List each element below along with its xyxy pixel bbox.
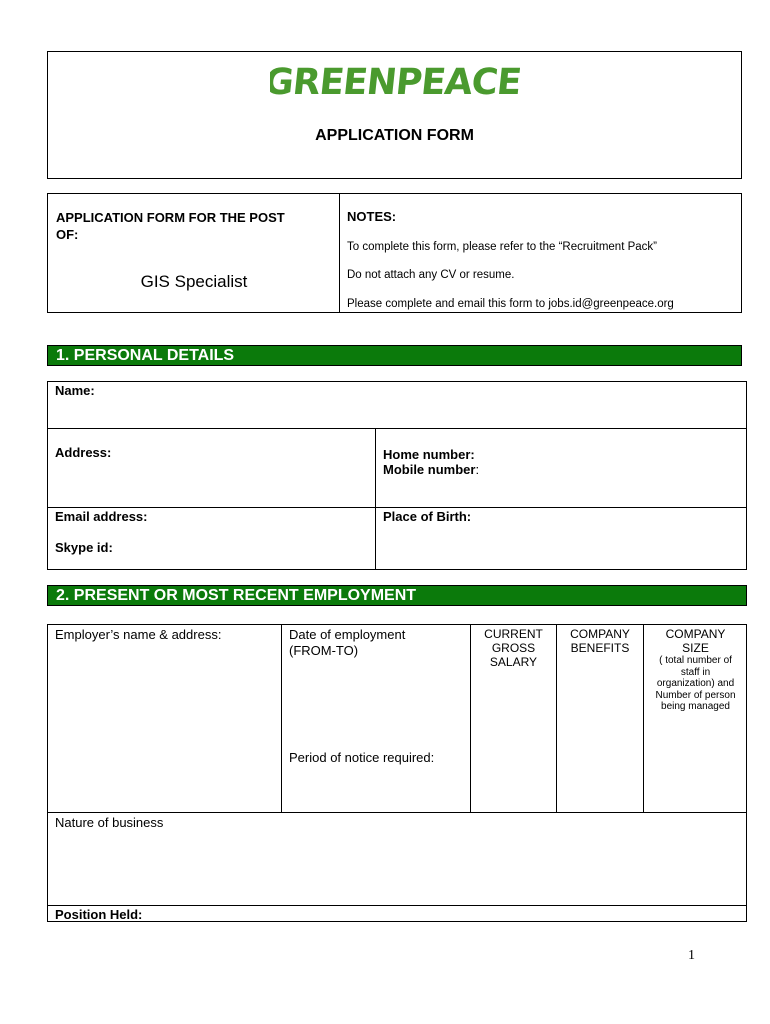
notes-line: To complete this form, please refer to the “Recruitment Pack” [347,241,657,253]
greenpeace-logo [270,58,520,102]
size-label-line: SIZE [682,641,709,655]
employment-table [47,624,747,922]
size-note [644,655,747,713]
mobile-colon: : [475,462,480,477]
salary-label-line: SALARY [489,655,538,669]
benefits-label-line: COMPANY [570,627,630,641]
email-label: Email address: [55,509,148,524]
salary-label-line: GROSS [491,641,536,655]
notes-line: Do not attach any CV or resume. [347,269,515,281]
section-2-header: 2. PRESENT OR MOST RECENT EMPLOYMENT [47,585,747,606]
mobile-number-label: Mobile number [383,462,476,477]
col-divider [281,624,282,813]
post-value: GIS Specialist [140,272,248,291]
row-divider [47,507,747,508]
date-range-label: (FROM-TO) [289,643,359,658]
benefits-header [557,627,643,655]
mobile-number-row [383,462,479,477]
date-label: Date of employment [289,627,406,642]
size-note-line: ( total number of [659,655,732,666]
row-divider [47,812,747,813]
post-label: APPLICATION FORM FOR THE POST OF: [56,210,285,242]
nature-label: Nature of business [55,815,164,830]
salary-label-line: CURRENT [484,627,543,641]
employer-label: Employer’s name & address: [55,627,222,642]
size-note-line: organization) and [656,678,735,689]
size-header [644,627,747,655]
size-label-line: COMPANY [665,627,726,641]
page-number: 1 [688,948,695,963]
notes-heading: NOTES: [347,209,397,224]
form-title: APPLICATION FORM [315,127,474,144]
row-divider [47,428,747,429]
benefits-label-line: BENEFITS [570,641,630,655]
position-label: Position Held: [55,907,143,922]
post-notes-divider [339,193,340,313]
size-note-line: being managed [661,701,730,712]
row-divider [47,905,747,906]
logo-text: GREENPEACE [270,61,520,102]
notes-line: Please complete and email this form to jobs.id@greenpeace.org [347,298,674,310]
section-1-header: 1. PERSONAL DETAILS [47,345,742,366]
col-divider [375,428,376,570]
address-label: Address: [55,445,112,460]
home-number-label: Home number: [383,447,475,462]
size-note-line: Number of person [655,689,736,701]
name-label: Name: [55,383,95,398]
size-note-line: staff in [680,666,711,678]
birth-label: Place of Birth: [383,509,472,524]
notice-label: Period of notice required: [289,750,435,765]
skype-label: Skype id: [55,540,113,555]
salary-header [471,627,556,669]
